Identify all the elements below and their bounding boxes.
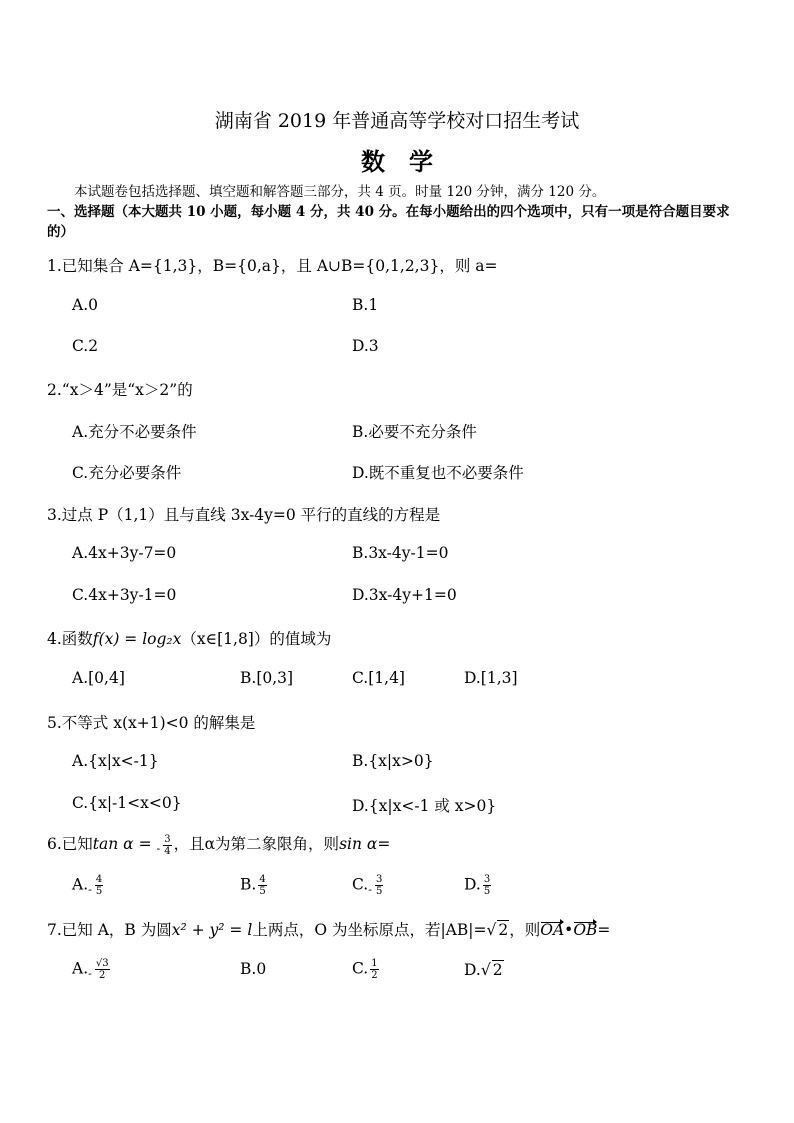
question-7-option-d xyxy=(464,960,504,979)
question-6-sin-expression: sin α xyxy=(339,835,378,853)
option-label: C. xyxy=(352,875,369,894)
question-4-option-d: D.[1,3] xyxy=(464,669,518,687)
fraction-numerator: 1 xyxy=(371,958,378,969)
option-label: A. xyxy=(72,875,89,894)
question-6-stem-mid: ，且α为第二象限角，则 xyxy=(173,835,340,853)
question-1-option-a: A.0 xyxy=(72,296,98,314)
question-1-stem: 1.已知集合 A={1,3}，B={0,a}，且 A∪B={0,1,2,3}，则 a= xyxy=(47,257,498,275)
question-7-stem-mid2: ，则 xyxy=(509,921,541,939)
sqrt-radicand: 2 xyxy=(498,921,509,939)
vector-oa: OA xyxy=(540,921,565,939)
question-4-stem xyxy=(47,627,331,649)
question-4-stem-suffix: （x∈[1,8]）的值域为 xyxy=(181,630,332,648)
dot-operator: • xyxy=(564,921,574,939)
question-2-option-c: C.充分必要条件 xyxy=(72,464,182,482)
question-5-stem: 5.不等式 x(x+1)<0 的解集是 xyxy=(47,714,256,732)
vector-ob: OB xyxy=(573,921,598,939)
fraction-numerator: 3 xyxy=(483,874,491,885)
question-4-stem-prefix: 4.函数 xyxy=(47,630,93,648)
question-4-option-c: C.[1,4] xyxy=(352,669,405,687)
question-4-function-expression: f(x) = log₂x xyxy=(92,630,182,648)
fraction-denominator: 5 xyxy=(375,886,383,897)
option-fraction xyxy=(375,874,383,897)
question-1-option-d: D.3 xyxy=(352,337,379,355)
question-3-option-b: B.3x-4y-1=0 xyxy=(352,544,449,562)
question-5-option-d: D.{x|x<-1 或 x>0} xyxy=(352,797,497,815)
question-2-option-d: D.既不重复也不必要条件 xyxy=(352,464,524,482)
question-6-minus-sign: - xyxy=(156,842,161,855)
option-fraction xyxy=(95,958,110,981)
question-7-sqrt: √ 2 xyxy=(486,921,509,939)
option-label: A. xyxy=(72,959,89,978)
option-fraction xyxy=(370,958,378,981)
option-minus-sign: - xyxy=(368,882,372,896)
question-6-stem-prefix: 6.已知 xyxy=(47,835,93,853)
question-1-option-c: C.2 xyxy=(72,337,99,355)
question-1-option-b: B.1 xyxy=(352,296,379,314)
option-label: D. xyxy=(464,875,481,894)
question-3-stem: 3.过点 P（1,1）且与直线 3x-4y=0 平行的直线的方程是 xyxy=(47,506,441,524)
question-5-option-a: A.{x|x<-1} xyxy=(72,752,159,770)
question-6-option-a xyxy=(72,874,105,897)
subject-heading: 数学 xyxy=(361,147,457,176)
option-fraction xyxy=(258,874,266,897)
fraction-numerator: √3 xyxy=(95,958,109,969)
question-7-stem-prefix: 7.已知 A，B 为圆 xyxy=(47,921,172,939)
option-label: D. xyxy=(464,961,481,979)
question-4-option-a: A.[0,4] xyxy=(72,669,125,687)
option-fraction xyxy=(483,874,491,897)
fraction-denominator: 5 xyxy=(95,886,103,897)
fraction-numerator: 4 xyxy=(259,874,266,885)
option-label: B. xyxy=(240,875,257,894)
sqrt-radicand: 2 xyxy=(492,961,503,979)
question-6-tan-expression: tan α = xyxy=(92,835,152,853)
question-2-stem: 2.“x＞4”是“x＞2”的 xyxy=(47,381,193,399)
question-6-fraction xyxy=(163,834,171,857)
fraction-denominator: 5 xyxy=(259,886,266,897)
question-6-option-c xyxy=(352,874,385,897)
question-7-stem-mid: 上两点，O 为坐标原点，若|AB|= xyxy=(252,921,487,939)
section-heading: 一、选择题（本大题共 10 小题，每小题 4 分，共 40 分。在每小题给出的四个选项中，只有一项是符合题目要求的） xyxy=(47,204,730,240)
fraction-denominator: 5 xyxy=(483,886,491,897)
question-6-stem-end: = xyxy=(377,835,391,853)
question-7-option-c xyxy=(352,958,381,981)
sqrt-sign: √ xyxy=(480,961,491,979)
question-7-option-a xyxy=(72,958,112,981)
question-7-circle-equation: x² + y² = l xyxy=(171,921,253,939)
option-minus-sign: - xyxy=(88,966,92,980)
question-5-option-c: C.{x|-1<x<0} xyxy=(72,794,182,812)
fraction-numerator: 3 xyxy=(375,874,383,885)
question-7-stem-end: = xyxy=(597,921,611,939)
question-5-option-b: B.{x|x>0} xyxy=(352,752,434,770)
question-2-option-b: B.必要不充分条件 xyxy=(352,423,477,441)
question-7-stem xyxy=(47,918,610,940)
fraction-numerator: 3 xyxy=(164,833,171,845)
fraction-numerator: 4 xyxy=(95,874,103,885)
question-3-option-a: A.4x+3y-7=0 xyxy=(72,544,177,562)
fraction-denominator: 2 xyxy=(99,970,106,981)
option-fraction xyxy=(95,874,103,897)
question-3-option-c: C.4x+3y-1=0 xyxy=(72,586,177,604)
question-7-option-b: B.0 xyxy=(240,960,267,978)
question-2-option-a: A.充分不必要条件 xyxy=(72,423,197,441)
question-4-option-b: B.[0,3] xyxy=(240,669,294,687)
option-label: C. xyxy=(352,959,369,978)
question-3-option-d: D.3x-4y+1=0 xyxy=(352,586,457,604)
fraction-denominator: 4 xyxy=(164,845,171,857)
fraction-denominator: 2 xyxy=(371,970,378,981)
exam-intro: 本试题卷包括选择题、填空题和解答题三部分，共 4 页。时量 120 分钟，满分 120 分。 xyxy=(74,184,606,200)
question-6-option-b xyxy=(240,874,269,897)
question-6-stem xyxy=(47,832,390,857)
exam-title: 湖南省 2019 年普通高等学校对口招生考试 xyxy=(214,110,580,132)
question-6-option-d xyxy=(464,874,493,897)
option-minus-sign: - xyxy=(88,882,92,896)
